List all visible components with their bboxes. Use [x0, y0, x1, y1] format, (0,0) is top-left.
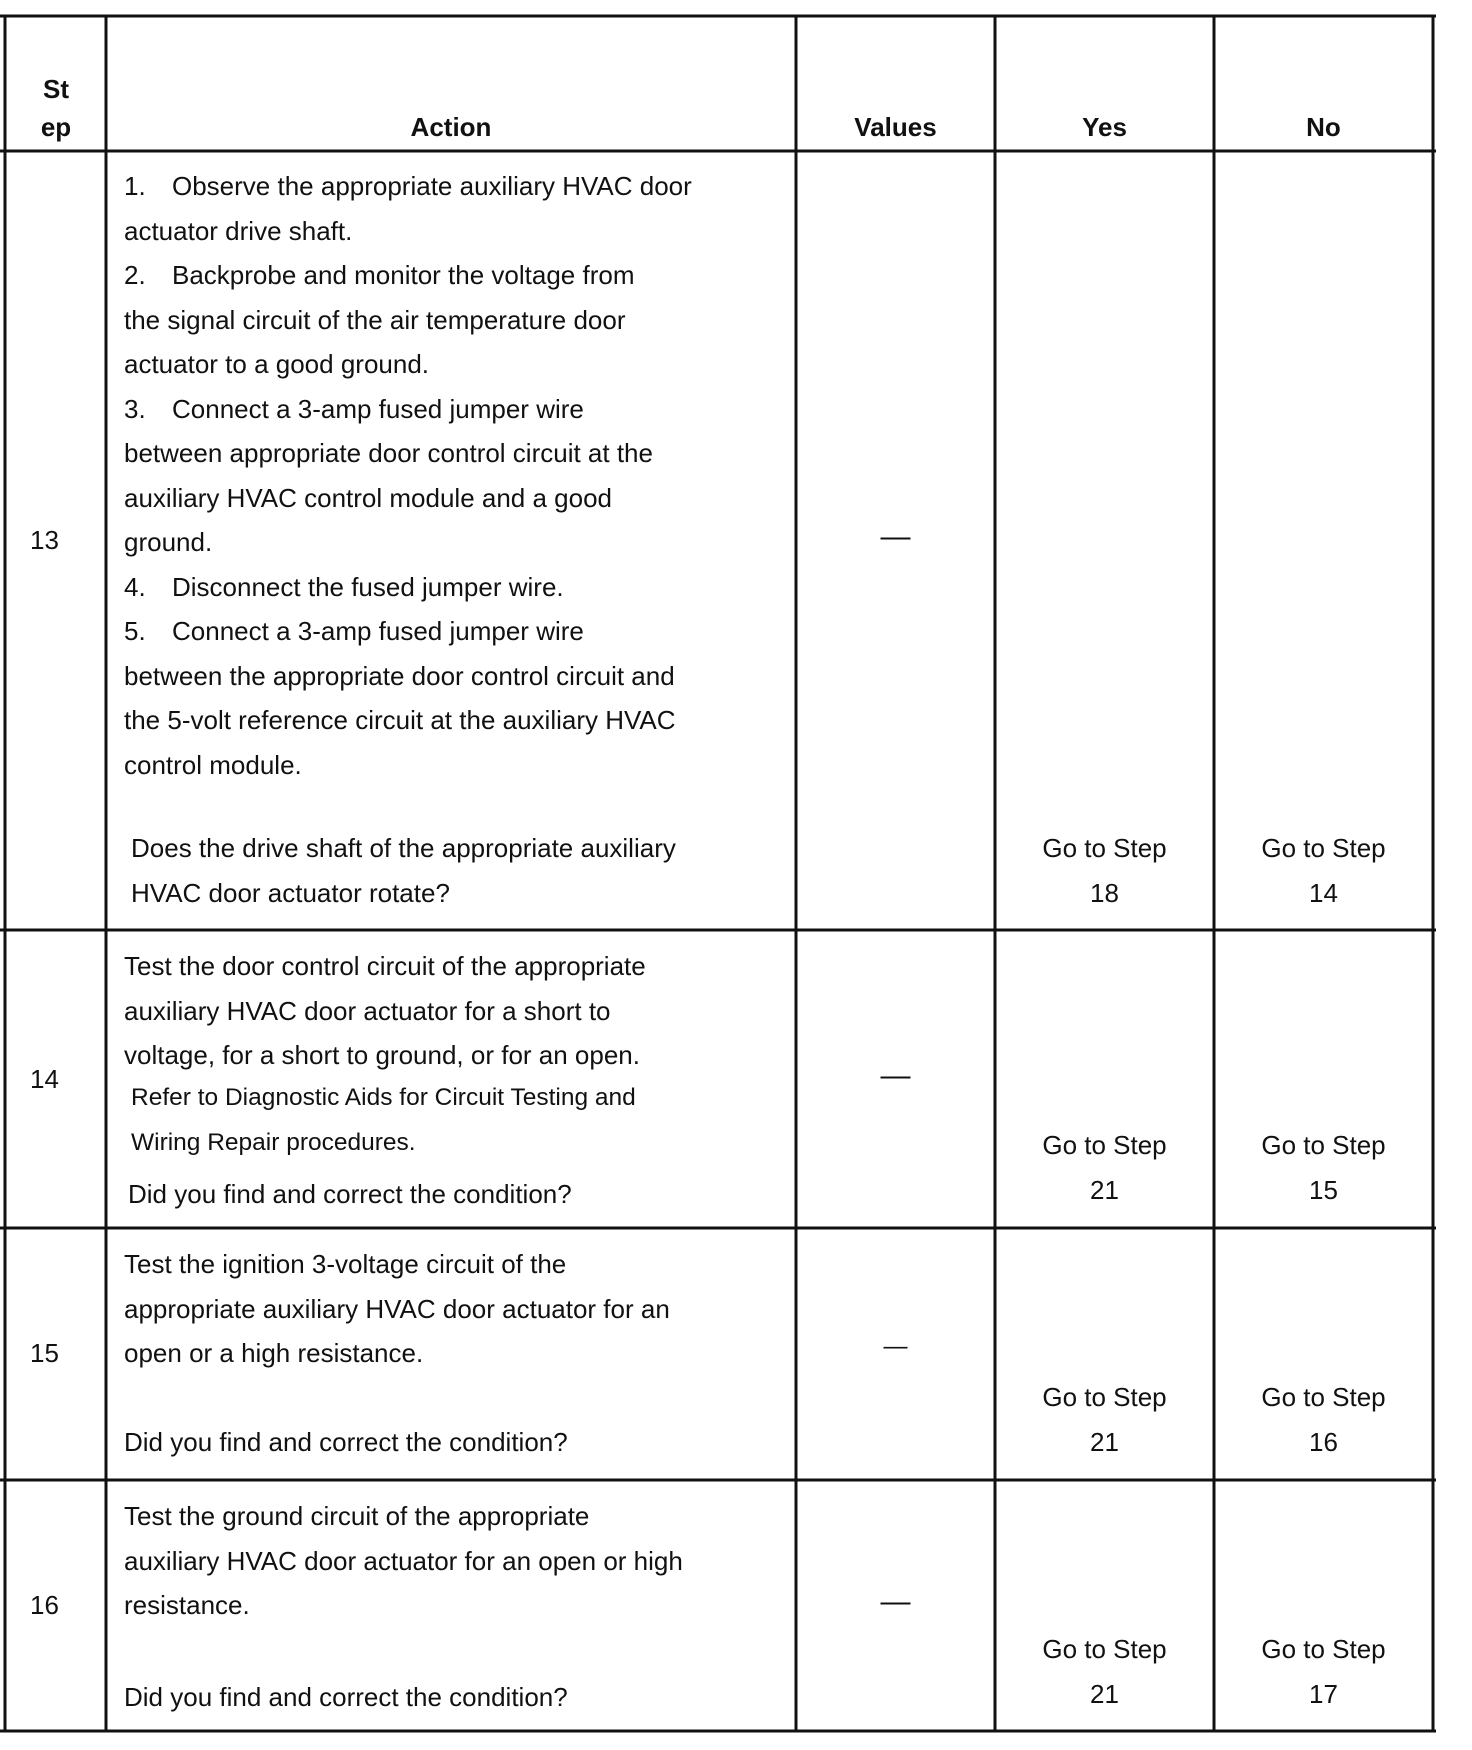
go-to-label: Go to Step: [1042, 833, 1167, 863]
action-line: voltage, for a short to ground, or for an open.: [124, 1040, 640, 1070]
step-number-15: 15: [30, 1338, 59, 1368]
action-line: control module.: [124, 749, 302, 780]
go-to-step-number: 21: [1090, 1174, 1119, 1205]
no-link-14[interactable]: [1214, 1123, 1433, 1212]
action-line: appropriate auxiliary HVAC door actuator for an: [124, 1293, 670, 1324]
action-text-13: [124, 164, 784, 787]
go-to-step-number: 21: [1090, 1426, 1119, 1457]
list-text: Disconnect the fused jumper wire.: [172, 571, 564, 602]
header-step: [6, 70, 106, 146]
action-line: resistance.: [124, 1590, 250, 1620]
action-line: between the appropriate door control circuit and: [124, 660, 675, 691]
go-to-label: Go to Step: [1261, 833, 1386, 863]
list-number: 4.: [124, 571, 146, 602]
go-to-label: Go to Step: [1042, 1382, 1167, 1412]
action-line: the 5-volt reference circuit at the auxiliary HVAC: [124, 705, 676, 735]
yes-link-13[interactable]: [995, 826, 1214, 915]
go-to-step-number: 16: [1309, 1426, 1338, 1457]
action-line: [124, 387, 784, 432]
action-line: auxiliary HVAC door actuator for an open or high: [124, 1545, 683, 1576]
action-line: [124, 253, 784, 298]
list-text: Backprobe and monitor the voltage from: [172, 260, 635, 290]
no-link-13[interactable]: [1214, 826, 1433, 915]
go-to-step-number: 15: [1309, 1174, 1338, 1205]
go-to-label: Go to Step: [1261, 1382, 1386, 1412]
list-number: 5.: [124, 616, 146, 646]
step-number-13: 13: [30, 525, 59, 555]
no-link-15[interactable]: [1214, 1375, 1433, 1464]
action-text-15: [124, 1242, 784, 1376]
go-to-label: Go to Step: [1042, 1634, 1167, 1664]
value-16: —: [880, 1585, 911, 1618]
step-number-16: 16: [30, 1590, 59, 1620]
question-16: Did you find and correct the condition?: [124, 1682, 568, 1712]
go-to-label: Go to Step: [1042, 1130, 1167, 1160]
go-to-step-number: 21: [1090, 1678, 1119, 1709]
action-line: [124, 164, 784, 209]
question-14: Did you find and correct the condition?: [128, 1179, 572, 1209]
go-to-step-number: 17: [1309, 1678, 1338, 1709]
action-line: auxiliary HVAC control module and a good: [124, 482, 613, 513]
list-number: 1.: [124, 171, 146, 201]
action-line: open or a high resistance.: [124, 1338, 424, 1368]
action-line: auxiliary HVAC door actuator for a short to: [124, 995, 611, 1026]
yes-link-16[interactable]: [995, 1627, 1214, 1716]
action-line: [124, 565, 784, 610]
header-yes: Yes: [1082, 112, 1127, 142]
go-to-step-number: 18: [1090, 877, 1119, 908]
action-line: the signal circuit of the air temperature door: [124, 304, 626, 335]
question-15: Did you find and correct the condition?: [124, 1427, 568, 1457]
action-line: Test the ignition 3-voltage circuit of the: [124, 1249, 567, 1279]
value-14: —: [880, 1059, 911, 1092]
yes-link-14[interactable]: [995, 1123, 1214, 1212]
step-number-14: 14: [30, 1064, 59, 1094]
list-text: Connect a 3-amp fused jumper wire: [172, 393, 584, 424]
action-line: actuator to a good ground.: [124, 349, 430, 379]
action-text-14: [124, 944, 784, 1078]
question-13: [131, 826, 781, 915]
yes-link-15[interactable]: [995, 1375, 1214, 1464]
header-values: Values: [854, 112, 937, 142]
header-step-line1: St: [43, 74, 69, 104]
list-text: Connect a 3-amp fused jumper wire: [172, 616, 584, 646]
note-line: Refer to Diagnostic Aids for Circuit Testing and: [131, 1084, 636, 1111]
go-to-step-number: 14: [1309, 877, 1338, 908]
action-line: ground.: [124, 527, 213, 557]
action-line: actuator drive shaft.: [124, 215, 353, 246]
note-line: Wiring Repair procedures.: [131, 1129, 416, 1156]
value-13: —: [880, 520, 911, 553]
action-line: Test the door control circuit of the appropriate: [124, 951, 646, 981]
header-action: Action: [410, 112, 492, 142]
question-line: Does the drive shaft of the appropriate auxiliary: [131, 833, 676, 863]
list-number: 2.: [124, 260, 146, 290]
action-line: between appropriate door control circuit at the: [124, 438, 653, 468]
action-line: Test the ground circuit of the appropriate: [124, 1501, 590, 1531]
list-text: Observe the appropriate auxiliary HVAC door: [172, 171, 692, 201]
go-to-label: Go to Step: [1261, 1634, 1386, 1664]
go-to-label: Go to Step: [1261, 1130, 1386, 1160]
header-no: No: [1306, 112, 1341, 142]
header-step-line2: ep: [40, 112, 72, 142]
no-link-16[interactable]: [1214, 1627, 1433, 1716]
list-number: 3.: [124, 393, 146, 424]
value-15: —: [883, 1333, 908, 1360]
question-line: HVAC door actuator rotate?: [131, 877, 450, 908]
action-text-16: [124, 1494, 784, 1628]
note-14: [131, 1075, 781, 1165]
action-line: [124, 609, 784, 654]
